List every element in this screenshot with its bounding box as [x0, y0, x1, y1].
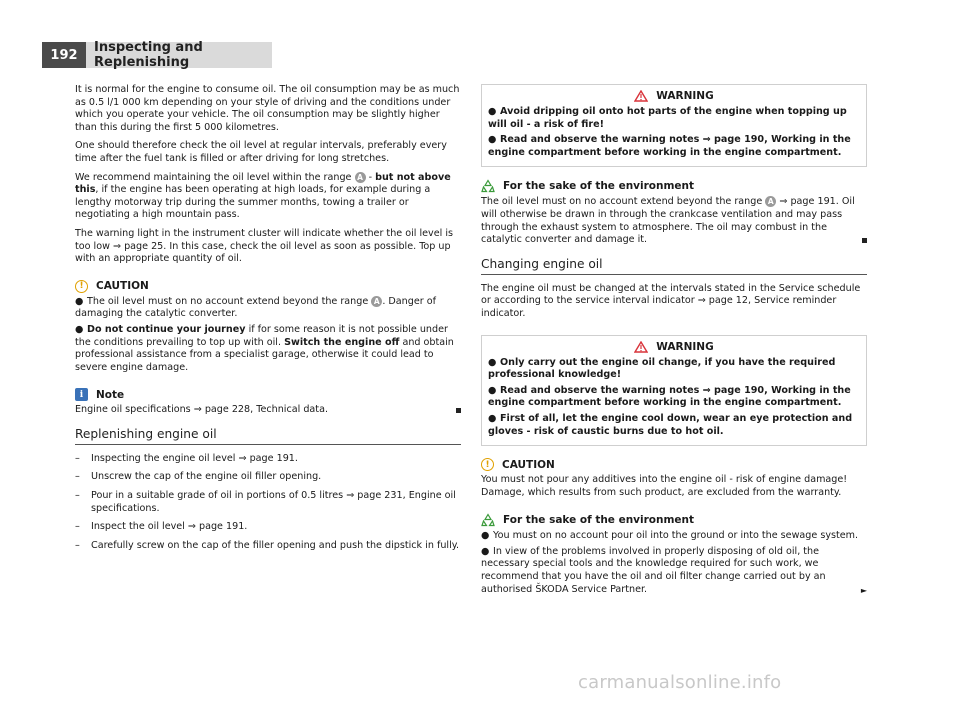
caution-text: You must not pour any additives into the engine oil - risk of engine damage! Damage, which results from such product, are excluded from the warranty. — [481, 474, 848, 498]
note-heading: i Note — [75, 388, 461, 401]
marker-a: A — [765, 196, 776, 207]
warning-heading: WARNING — [488, 90, 860, 102]
list-item: – Carefully screw on the cap of the filler opening and push the dipstick in fully. — [75, 539, 460, 551]
page-number: 192 — [42, 42, 86, 68]
paragraph-oil-consumption: It is normal for the engine to consume oil. The oil consumption may be as much as 0.5 l/1 000 km depending on your style of driving and the conditions under which you operate your vehicle. The oil consumption may be slightly higher than this during the first 5 000 kilometres. — [75, 84, 460, 133]
warning-bullet: ● First of all, let the engine cool down, wear an eye protection and gloves - risk of caustic burns due to hot oil. — [488, 412, 853, 437]
list-item: – Pour in a suitable grade of oil in portions of 0.5 litres ⇒ page 231, Engine oil specifications. — [75, 490, 456, 514]
page-header — [42, 42, 272, 68]
marker-a: A — [371, 296, 382, 307]
environment-bullet: ● You must on no account pour oil into the ground or into the sewage system. — [481, 530, 859, 542]
info-icon: i — [75, 388, 88, 401]
environment-heading: For the sake of the environment — [481, 513, 867, 527]
caution-heading: ! CAUTION — [481, 458, 867, 471]
chapter-title: Inspecting and Replenishing — [86, 42, 272, 68]
section-title-replenishing: Replenishing engine oil — [75, 427, 461, 445]
warning-bullet: ● Avoid dripping oil onto hot parts of the engine when topping up will oil - a risk of fire! — [488, 106, 847, 130]
warning-triangle-icon — [634, 341, 648, 353]
environment-bullet: ● In view of the problems involved in properly disposing of old oil, the necessary special tools and the knowledge required for such work, we recommend that you have the oil and oil filter change carried out by an authorised ŠKODA Service Partner. ► — [481, 546, 867, 596]
list-item: – Inspecting the engine oil level ⇒ page 191. — [75, 452, 298, 464]
note-text: Engine oil specifications ⇒ page 228, Technical data. — [75, 404, 461, 417]
paragraph-change-intervals: The engine oil must be changed at the intervals stated in the Service schedule or according to the service interval indicator ⇒ page 12, Service reminder indicator. — [481, 282, 861, 319]
left-column — [75, 84, 461, 558]
paragraph-recommend-level: We recommend maintaining the oil level within the range A - but not above this, if the engine has been operating at high loads, for example during a lengthy motorway trip during the summer months, towing a trailer or negotiating a high mountain pass. — [75, 171, 451, 221]
marker-a: A — [355, 172, 366, 183]
watermark: carmanualsonline.info — [578, 672, 782, 693]
end-of-section-icon — [862, 238, 867, 243]
warning-bullet: ● Read and observe the warning notes ⇒ page 190, Working in the engine compartment before working in the engine compartment. — [488, 134, 851, 158]
caution-icon: ! — [481, 458, 494, 471]
recycling-icon — [481, 179, 495, 193]
warning-bullet: ● Read and observe the warning notes ⇒ page 190, Working in the engine compartment before working in the engine compartment. — [488, 384, 851, 409]
environment-text: The oil level must on no account extend beyond the range A ⇒ page 191. Oil will otherwise be drawn in through the crankcase ventilation and may pass through the exhaust system to atmosphere. The oil may combust in the catalytic converter and damage it. — [481, 196, 867, 246]
caution-heading: ! CAUTION — [75, 280, 461, 293]
warning-box — [481, 84, 867, 167]
continued-arrow-icon: ► — [860, 585, 867, 595]
paragraph-check-regularly: One should therefore check the oil level at regular intervals, preferably every time after the fuel tank is filled or after driving for long stretches. — [75, 140, 447, 164]
paragraph-warning-light: The warning light in the instrument cluster will indicate whether the oil level is too low ⇒ page 25. In this case, check the oil level as soon as possible. Top up with an appropriate quantity of oil. — [75, 227, 454, 265]
right-column — [481, 84, 867, 602]
list-item: – Inspect the oil level ⇒ page 191. — [75, 521, 248, 533]
environment-heading: For the sake of the environment — [481, 179, 867, 193]
warning-triangle-icon — [634, 90, 648, 102]
step-list — [75, 453, 461, 553]
end-of-section-icon — [456, 408, 461, 413]
list-item: – Unscrew the cap of the engine oil filler opening. — [75, 471, 322, 483]
caution-bullet: ● Do not continue your journey if for some reason it is not possible under the conditions prevailing to top up with oil. Switch the engine off and obtain professional assistance from a specialist garage, otherwise it could lead to severe engine damage. — [75, 323, 454, 373]
warning-box — [481, 335, 867, 447]
caution-bullet: ● The oil level must on no account extend beyond the range A . Danger of damaging the catalytic converter. — [75, 295, 436, 320]
section-title-changing: Changing engine oil — [481, 257, 867, 275]
warning-bullet: ● Only carry out the engine oil change, if you have the required professional knowledge! — [488, 356, 836, 381]
warning-heading: WARNING — [488, 341, 860, 353]
caution-icon: ! — [75, 280, 88, 293]
recycling-icon — [481, 513, 495, 527]
